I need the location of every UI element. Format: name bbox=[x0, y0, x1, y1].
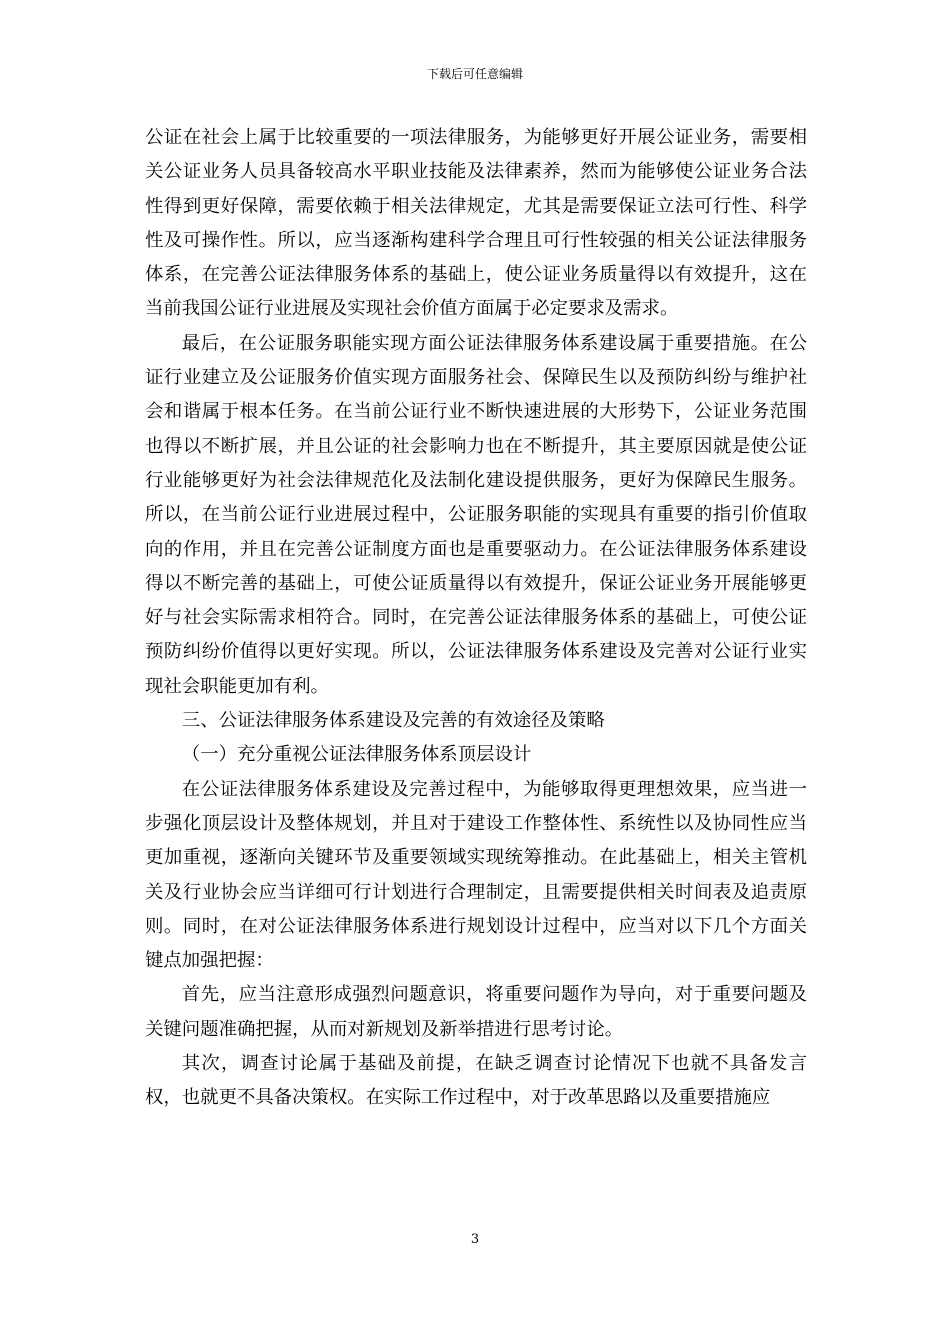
page-header: 下载后可任意编辑 bbox=[426, 67, 523, 81]
paragraph-first: 首先，应当注意形成强烈问题意识，将重要问题作为导向，对于重要问题及关键问题准确把握，从而对新规划及新举措进行思考讨论。 bbox=[145, 984, 807, 1040]
section-heading-3: 三、公证法律服务体系建设及完善的有效途径及策略 bbox=[181, 710, 605, 732]
page-number: 3 bbox=[470, 1232, 480, 1247]
paragraph-continuation: 公证在社会上属于比较重要的一项法律服务，为能够更好开展公证业务，需要相关公证业务人员具备较高水平职业技能及法律素养，然而为能够使公证业务合法性得到更好保障，需要依赖于相关法律规定，尤其是需要保证立法可行性、科学性及可操作性。所以，应当逐渐构建科学合理且可行性较强的相关公证法律服务体系，在完善公证法律服务体系的基础上，使公证业务质量得以有效提升，这在当前我国公证行业进展及实现社会价值方面属于必定要求及需求。 bbox=[145, 127, 807, 320]
paragraph-process: 在公证法律服务体系建设及完善过程中，为能够取得更理想效果，应当进一步强化顶层设计及整体规划，并且对于建设工作整体性、系统性以及协同性应当更加重视，逐渐向关键环节及重要领域实现统筹推动。在此基础上，相关主管机关及行业协会应当详细可行计划进行合理制定，且需要提供相关时间表及追责原则。同时，在对公证法律服务体系进行规划设计过程中，应当对以下几个方面关键点加强把握： bbox=[145, 778, 807, 972]
paragraph-second: 其次，调查讨论属于基础及前提，在缺乏调查讨论情况下也就不具备发言权，也就更不具备决策权。在实际工作过程中，对于改革思路以及重要措施应 bbox=[145, 1053, 807, 1109]
document-body bbox=[145, 121, 807, 1116]
paragraph-finally: 最后，在公证服务职能实现方面公证法律服务体系建设属于重要措施。在公证行业建立及公证服务价值实现方面服务社会、保障民生以及预防纠纷与维护社会和谐属于根本任务。在当前公证行业不断快速进展的大形势下，公证业务范围也得以不断扩展，并且公证的社会影响力也在不断提升，其主要原因就是使公证行业能够更好为社会法律规范化及法制化建设提供服务，更好为保障民生服务。所以，在当前公证行业进展过程中，公证服务职能的实现具有重要的指引价值取向的作用，并且在完善公证制度方面也是重要驱动力。在公证法律服务体系建设得以不断完善的基础上，可使公证质量得以有效提升，保证公证业务开展能够更好与社会实际需求相符合。同时，在完善公证法律服务体系的基础上，可使公证预防纠纷价值得以更好实现。所以，公证法律服务体系建设及完善对公证行业实现社会职能更加有利。 bbox=[145, 332, 807, 697]
subsection-heading-1: （一）充分重视公证法律服务体系顶层设计 bbox=[181, 744, 532, 766]
